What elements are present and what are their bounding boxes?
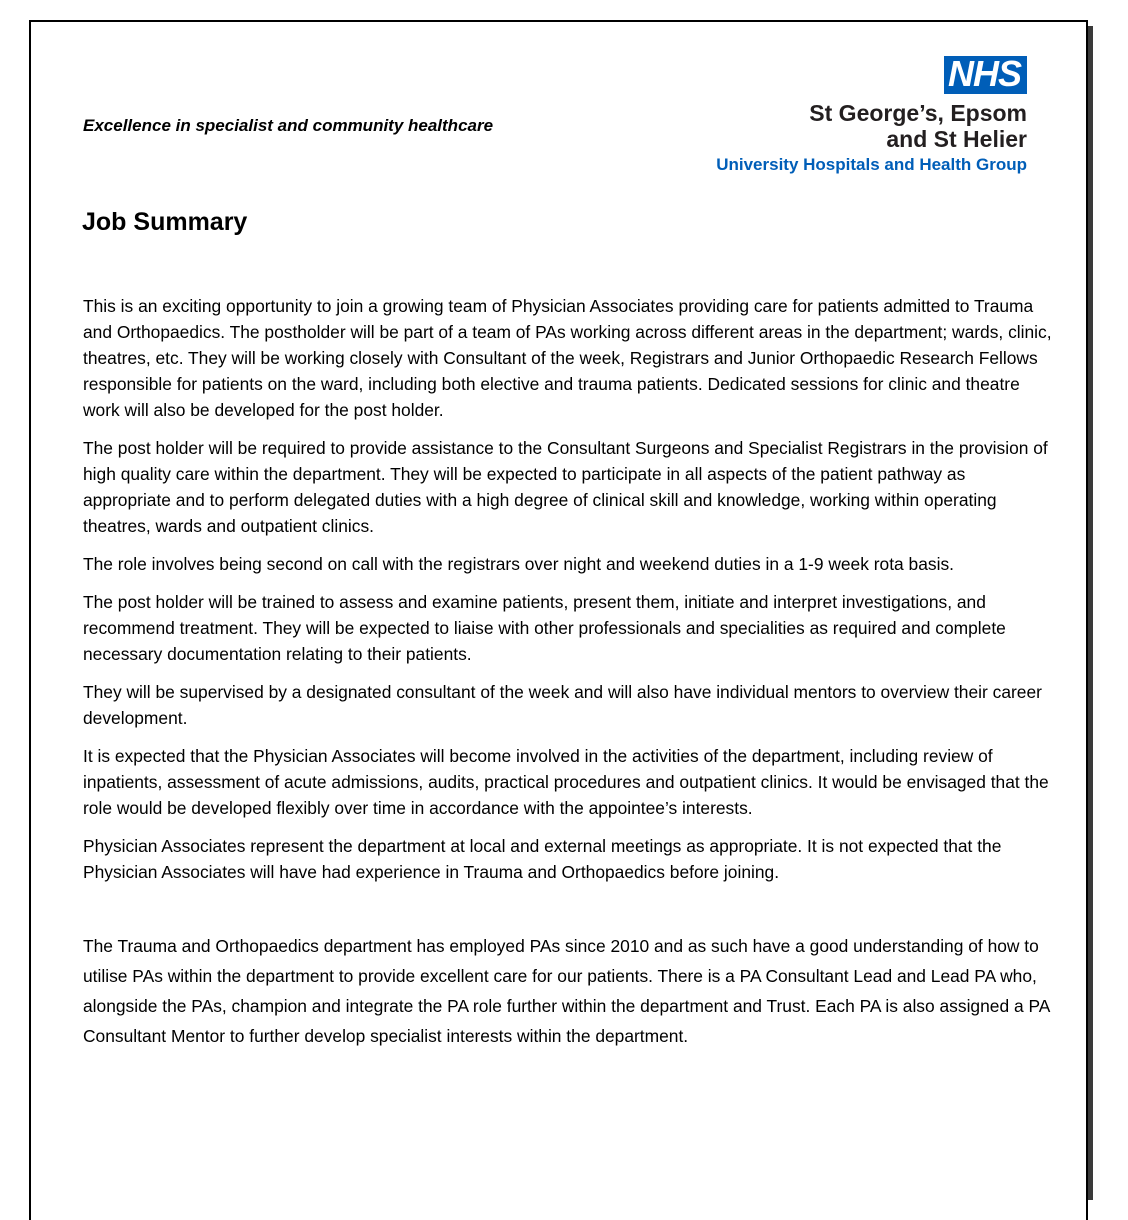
paragraph-activities: It is expected that the Physician Associates will become involved in the activities of the department, including review of inpatients, assessment of acute admissions, audits, practical procedures and outpatient clinics. It would be envisaged that the role would be developed flexibly over time in accordance with the appointee’s interests. (83, 746, 1049, 818)
paragraph-supervision: They will be supervised by a designated consultant of the week and will also have individual mentors to overview their career development. (83, 682, 1042, 728)
nhs-trust-logo (716, 53, 1027, 176)
paragraph-training: The post holder will be trained to assess and examine patients, present them, initiate and interpret investigations, and recommend treatment. They will be expected to liaise with other professionals and specialities as required and complete necessary documentation relating to their patients. (83, 592, 1006, 664)
trust-group-name: University Hospitals and Health Group (716, 155, 1027, 174)
paragraph-intro: This is an exciting opportunity to join a growing team of Physician Associates providing care for patients admitted to Trauma and Orthopaedics. The postholder will be part of a team of PAs working across different areas in the department; wards, clinic, theatres, etc. They will be working closely with Consultant of the week, Registrars and Junior Orthopaedic Research Fellows responsible for patients on the ward, including both elective and trauma patients. Dedicated sessions for clinic and theatre work will also be developed for the post holder. (83, 296, 1052, 420)
paragraph-department: The Trauma and Orthopaedics department has employed PAs since 2010 and as such have a good understanding of how to utilise PAs within the department to provide excellent care for our patients. There is a PA Consultant Lead and Lead PA who, alongside the PAs, champion and integrate the PA role further within the department and Trust. Each PA is also assigned a PA Consultant Mentor to further develop specialist interests within the department. (83, 936, 1050, 1046)
paragraph-duties: The post holder will be required to provide assistance to the Consultant Surgeons and Specialist Registrars in the provision of high quality care within the department. They will be expected to participate in all aspects of the patient pathway as appropriate and to perform delegated duties with a high degree of clinical skill and knowledge, working within operating theatres, wards and outpatient clinics. (83, 438, 1048, 536)
page-title: Job Summary (82, 208, 248, 236)
trust-name-line-2: and St Helier (886, 126, 1027, 152)
page-shadow (1088, 26, 1093, 1200)
trust-tagline: Excellence in specialist and community healthcare (83, 116, 494, 135)
nhs-badge-icon: NHS (944, 56, 1027, 94)
job-summary-body (83, 293, 1053, 1063)
trust-name-line-1: St George’s, Epsom (809, 100, 1027, 126)
paragraph-meetings: Physician Associates represent the department at local and external meetings as appropriate. It is not expected that the Physician Associates will have had experience in Trauma and Orthopaedics before joining. (83, 836, 1002, 882)
paragraph-on-call: The role involves being second on call with the registrars over night and weekend duties in a 1-9 week rota basis. (83, 554, 954, 574)
